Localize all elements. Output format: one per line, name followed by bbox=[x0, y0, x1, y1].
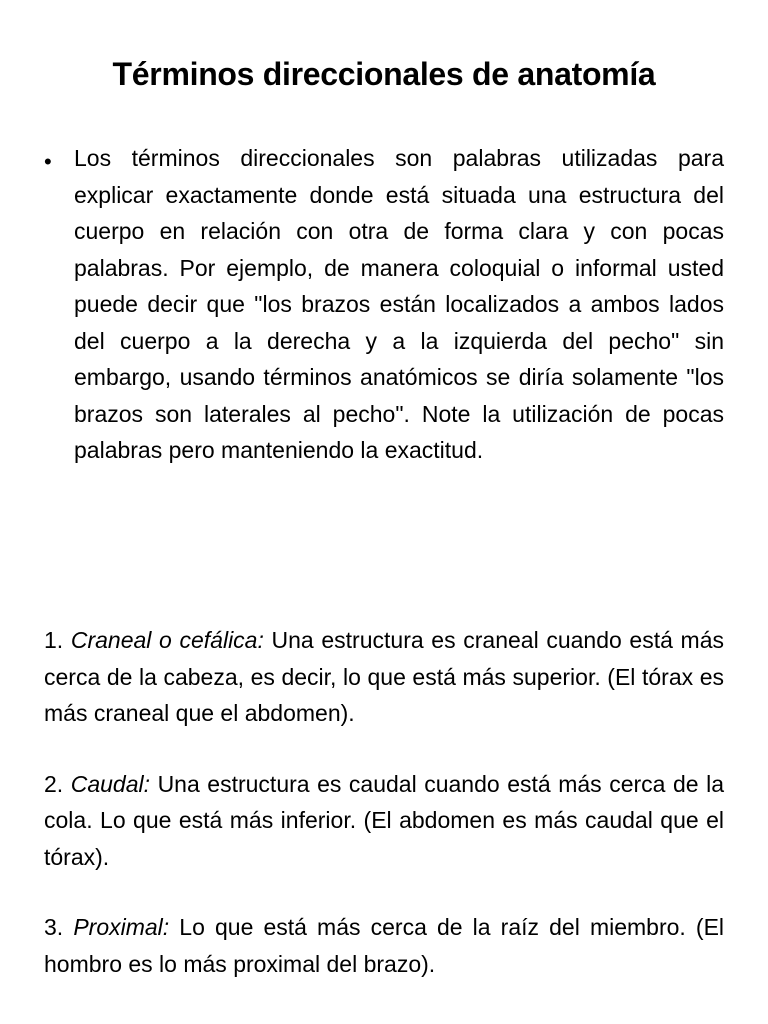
list-item-proximal bbox=[44, 909, 724, 982]
bullet-icon: • bbox=[44, 149, 52, 174]
item-term: Caudal: bbox=[70, 770, 151, 797]
terms-list bbox=[44, 622, 724, 1016]
item-number: 3. bbox=[44, 914, 64, 940]
item-term: Proximal: bbox=[73, 914, 170, 940]
intro-paragraph: Los términos direccionales son palabras utilizadas para explicar exactamente donde está situada una estructura del cuerpo en relación con otra de forma clara y con pocas palabras. Por ejemplo, de manera coloquial o informal usted puede decir que "los brazos están localizados a ambos lados del cuerpo a la derecha y a la izquierda del pecho" sin embargo, usando términos anatómicos se diría solamente "los brazos son laterales al pecho". Note la utilización de pocas palabras pero manteniendo la exactitud. bbox=[74, 145, 724, 463]
list-item-caudal bbox=[44, 766, 724, 876]
item-number: 1. bbox=[44, 627, 64, 653]
item-number: 2. bbox=[44, 770, 64, 797]
item-definition: Lo que está más cerca de la raíz del miembro. (El hombro es lo más proximal del brazo). bbox=[44, 914, 725, 977]
intro-bullet-item bbox=[44, 140, 724, 469]
item-definition: Una estructura es craneal cuando está más cerca de la cabeza, es decir, lo que está más superior. (El tórax es más craneal que el abdomen). bbox=[44, 627, 725, 726]
list-item-craneal bbox=[44, 622, 724, 732]
page-title: Términos direccionales de anatomía bbox=[112, 56, 656, 92]
item-definition: Una estructura es caudal cuando está más cerca de la cola. Lo que está más inferior. (El abdomen es más caudal que el tórax). bbox=[44, 770, 725, 870]
item-term: Craneal o cefálica: bbox=[70, 627, 264, 653]
